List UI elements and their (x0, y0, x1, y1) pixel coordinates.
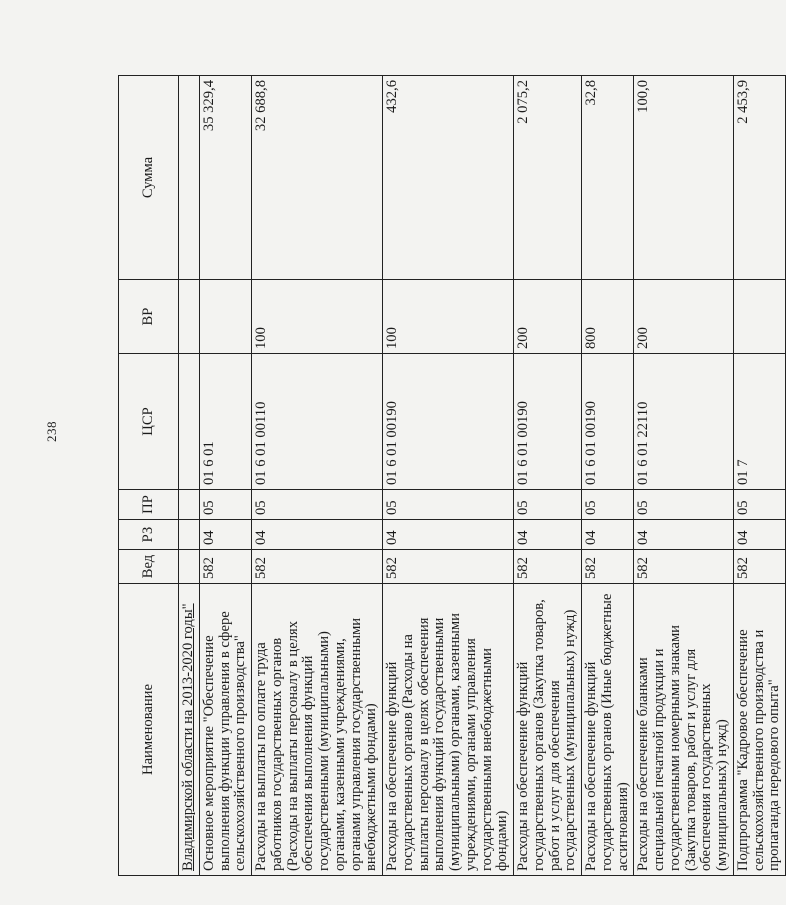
row-sum: 2 453,9 (733, 76, 785, 280)
table-row (733, 76, 785, 876)
row-rz: 04 (514, 520, 582, 550)
header-ved: Вед (119, 550, 179, 584)
header-name: Наименование (119, 584, 179, 876)
row-ved: 582 (383, 550, 514, 584)
row-sum: 100,0 (634, 76, 734, 280)
cell-empty (179, 520, 200, 550)
table-row (383, 76, 514, 876)
row-vr: 200 (514, 280, 582, 354)
table-row-continuation (179, 76, 200, 876)
row-rz: 04 (582, 520, 634, 550)
row-pr: 05 (514, 490, 582, 520)
row-rz: 04 (634, 520, 734, 550)
header-vr: ВР (119, 280, 179, 354)
row-name: Расходы на обеспечение функций государственных органов (Расходы на выплаты персоналу в целях обеспечения выполнения функций государственными (муниципальными) органами, казенными учреждениями, органами управления государственными внебюджетными фондами) (383, 584, 514, 876)
row-ved: 582 (514, 550, 582, 584)
row-csr: 01 7 (733, 354, 785, 490)
cell-empty (179, 490, 200, 520)
row-csr: 01 6 01 00190 (514, 354, 582, 490)
row-vr: 800 (582, 280, 634, 354)
table-header-row (119, 76, 179, 876)
row-name: Основное мероприятие "Обеспечение выполнения функции управления в сфере сельскохозяйственного производства" (199, 584, 251, 876)
header-csr: ЦСР (119, 354, 179, 490)
row-pr: 05 (383, 490, 514, 520)
row-ved: 582 (634, 550, 734, 584)
row-sum: 432,6 (383, 76, 514, 280)
row-name: Подпрограмма "Кадровое обеспечение сельскохозяйственного производства и пропаганда передового опыта" (733, 584, 785, 876)
row-pr: 05 (252, 490, 383, 520)
row-rz: 04 (252, 520, 383, 550)
row-sum: 35 329,4 (199, 76, 251, 280)
row-vr (733, 280, 785, 354)
row-sum: 32 688,8 (252, 76, 383, 280)
continuation-text: Владимирской области на 2013-2020 годы" (179, 584, 200, 876)
table-row (199, 76, 251, 876)
page-number: 238 (44, 421, 59, 442)
table-row (514, 76, 582, 876)
header-sum: Сумма (119, 76, 179, 280)
row-pr: 05 (582, 490, 634, 520)
row-ved: 582 (252, 550, 383, 584)
row-vr: 100 (252, 280, 383, 354)
table-row (582, 76, 634, 876)
row-sum: 32,8 (582, 76, 634, 280)
row-rz: 04 (733, 520, 785, 550)
budget-table (118, 75, 786, 876)
row-vr: 200 (634, 280, 734, 354)
cell-empty (179, 354, 200, 490)
row-csr: 01 6 01 00190 (383, 354, 514, 490)
row-name: Расходы на обеспечение функций государственных органов (Иные бюджетные ассигнования) (582, 584, 634, 876)
row-name: Расходы на обеспечение бланками специальной печатной продукции и государственными номерными знаками (Закупка товаров, работ и услуг для обеспечения государственных (муниципальных) нужд) (634, 584, 734, 876)
header-rz: РЗ (119, 520, 179, 550)
header-pr: ПР (119, 490, 179, 520)
row-csr: 01 6 01 (199, 354, 251, 490)
row-pr: 05 (733, 490, 785, 520)
row-sum: 2 075,2 (514, 76, 582, 280)
row-csr: 01 6 01 00190 (582, 354, 634, 490)
table-row (634, 76, 734, 876)
row-ved: 582 (582, 550, 634, 584)
cell-empty (179, 550, 200, 584)
row-pr: 05 (634, 490, 734, 520)
row-rz: 04 (383, 520, 514, 550)
row-csr: 01 6 01 22110 (634, 354, 734, 490)
row-csr: 01 6 01 00110 (252, 354, 383, 490)
row-pr: 05 (199, 490, 251, 520)
row-name: Расходы на выплаты по оплате труда работников государственных органов (Расходы на выплаты персоналу в целях обеспечения выполнения функций государственными (муниципальными) органами, казенными учреждениями, органами управления государственными внебюджетными фондами) (252, 584, 383, 876)
row-ved: 582 (733, 550, 785, 584)
row-ved: 582 (199, 550, 251, 584)
cell-empty (179, 76, 200, 280)
row-vr: 100 (383, 280, 514, 354)
table-row (252, 76, 383, 876)
row-name: Расходы на обеспечение функций государственных органов (Закупка товаров, работ и услуг для обеспечения государственных (муниципальных) нужд) (514, 584, 582, 876)
row-rz: 04 (199, 520, 251, 550)
row-vr (199, 280, 251, 354)
budget-table-rotated (118, 76, 783, 876)
cell-empty (179, 280, 200, 354)
